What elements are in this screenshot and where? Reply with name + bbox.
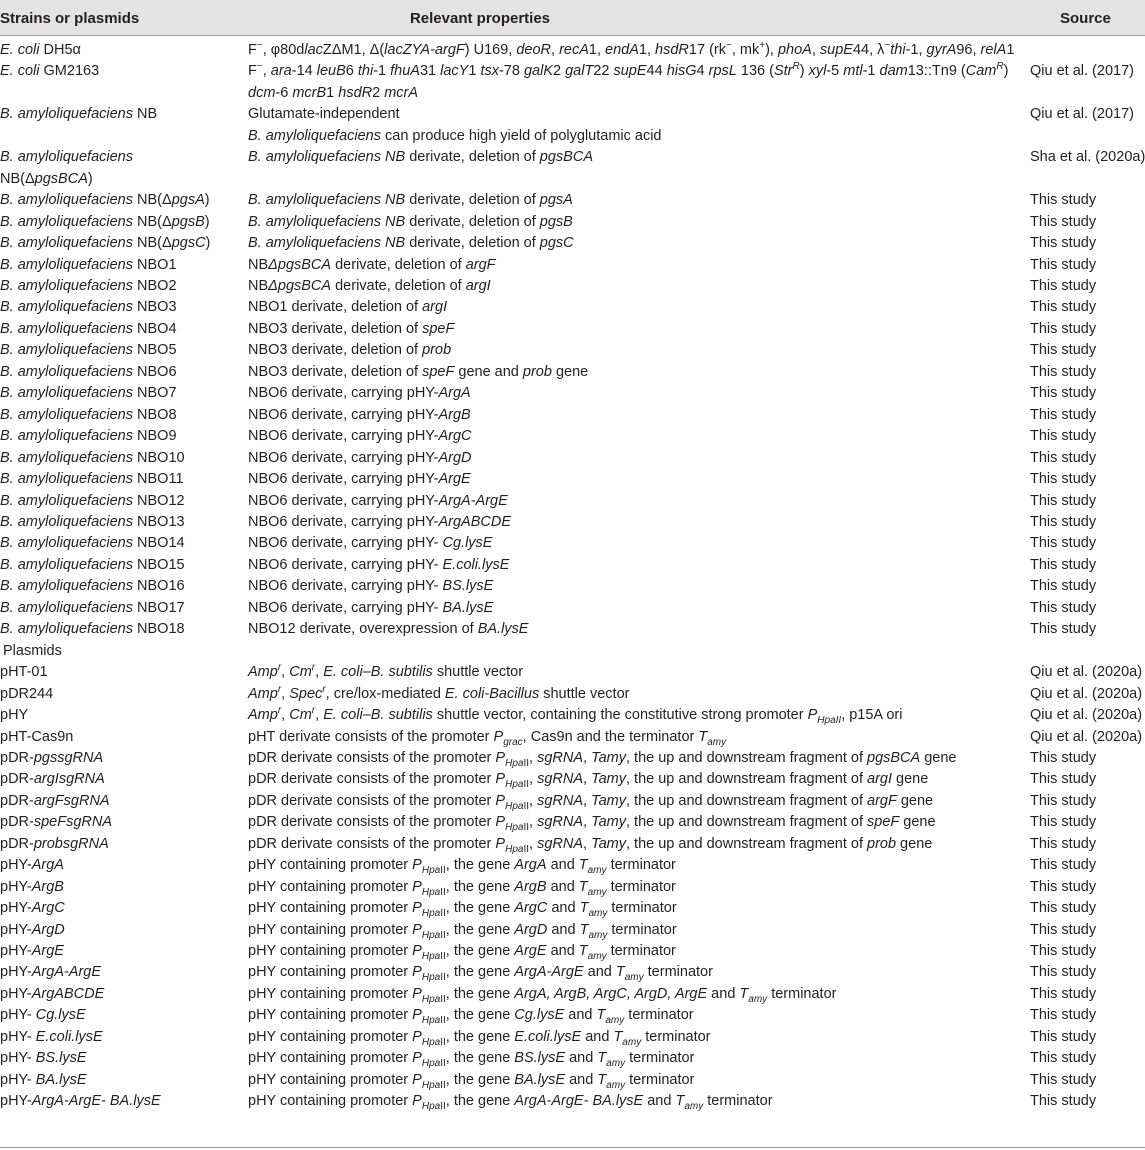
strain-cell: B. amyloliquefaciens NBO16 — [0, 578, 185, 595]
table-row — [0, 662, 1145, 683]
section-heading-row — [0, 641, 1145, 662]
table-row — [0, 1005, 1145, 1026]
table-row — [0, 40, 1145, 61]
strain-cell: pHY-ArgA-ArgE- BA.lysE — [0, 1093, 161, 1110]
source-cell: This study — [1030, 406, 1097, 423]
source-cell: This study — [1030, 921, 1097, 938]
source-cell: This study — [1030, 1071, 1097, 1088]
source-cell: This study — [1030, 814, 1097, 831]
source-cell: This study — [1030, 943, 1097, 960]
properties-cell: NBO3 derivate, deletion of prob — [248, 342, 452, 359]
table-row — [0, 877, 1145, 898]
table-row — [0, 962, 1145, 983]
table-row — [0, 619, 1145, 640]
table-row — [0, 319, 1145, 340]
strain-cell: pHY-ArgB — [0, 878, 64, 895]
table-row — [0, 769, 1145, 790]
table-bottom-rule — [0, 1147, 1145, 1148]
table-row — [0, 855, 1145, 876]
source-cell: Qiu et al. (2017) — [1030, 63, 1134, 80]
strain-cell: pHY-ArgD — [0, 921, 65, 938]
strain-cell: B. amyloliquefaciens NBO4 — [0, 320, 177, 337]
properties-cell: B. amyloliquefaciens NB derivate, deletion of pgsBCA — [248, 149, 593, 166]
properties-cell: Amp$^r$, Cm$^r$, E. coli–B. subtilis shuttle vector, containing the constitutive strong promoter $P_{HpaII}$, p15A ori — [248, 705, 903, 726]
table-row — [0, 104, 1145, 147]
source-cell: This study — [1030, 835, 1097, 852]
header-source: Source — [1060, 10, 1111, 27]
strain-cell: B. amyloliquefaciens NBO11 — [0, 471, 184, 488]
properties-cell: NBO6 derivate, carrying pHY-ArgC — [248, 428, 472, 445]
source-cell: This study — [1030, 299, 1097, 316]
strain-cell: Plasmids — [3, 642, 62, 659]
source-cell: This study — [1030, 277, 1097, 294]
strain-cell: pHY-ArgABCDE — [0, 985, 105, 1002]
properties-cell: pHY containing promoter $P_{HpaII}$, the gene ArgB and $T_{amy}$ terminator — [248, 878, 676, 898]
properties-cell: B. amyloliquefaciens NB derivate, deletion of pgsB — [248, 213, 573, 230]
table-row — [0, 255, 1145, 276]
strain-cell: pDR-probsgRNA — [0, 835, 109, 852]
table-row — [0, 448, 1145, 469]
source-cell: This study — [1030, 900, 1097, 917]
source-cell: This study — [1030, 621, 1097, 638]
strain-cell: B. amyloliquefaciens NB — [0, 106, 158, 123]
table-row — [0, 898, 1145, 919]
source-cell: This study — [1030, 385, 1097, 402]
properties-cell: NBO6 derivate, carrying pHY-ArgA-ArgE — [248, 492, 508, 509]
table-row — [0, 1091, 1145, 1112]
source-cell: This study — [1030, 235, 1097, 252]
source-cell: This study — [1030, 192, 1097, 209]
source-cell: This study — [1030, 985, 1097, 1002]
table-row — [0, 212, 1145, 233]
properties-cell: NBO3 derivate, deletion of speF — [248, 320, 455, 337]
source-cell: This study — [1030, 1007, 1097, 1024]
source-cell: This study — [1030, 428, 1097, 445]
source-cell: This study — [1030, 535, 1097, 552]
strain-cell: B. amyloliquefaciens NBO2 — [0, 277, 177, 294]
table-row — [0, 276, 1145, 297]
strain-cell: pHY- BA.lysE — [0, 1071, 87, 1088]
source-cell: This study — [1030, 578, 1097, 595]
properties-cell: pHT derivate consists of the promoter $P_{grac}$, Cas9n and the terminator $T_{amy}$ — [248, 728, 727, 748]
strain-cell: B. amyloliquefaciens NBO9 — [0, 428, 177, 445]
table-row — [0, 812, 1145, 833]
table-header — [0, 0, 1145, 36]
strain-cell: E. coli DH5α — [0, 42, 81, 58]
properties-cell: Amp$^r$, Cm$^r$, E. coli–B. subtilis shuttle vector — [248, 662, 524, 681]
strain-cell: B. amyloliquefaciens NBO15 — [0, 556, 185, 573]
properties-cell: pDR derivate consists of the promoter $P_{HpaII}$, sgRNA, Tamy, the up and downstream fragment of speF gene — [248, 814, 936, 834]
strain-cell: pHY-ArgA-ArgE — [0, 964, 102, 981]
strain-cell: B. amyloliquefaciens NBO13 — [0, 513, 185, 530]
table-row — [0, 705, 1145, 726]
strain-cell: B. amyloliquefaciens NBO6 — [0, 363, 177, 380]
properties-cell: pHY containing promoter $P_{HpaII}$, the gene ArgA-ArgE- BA.lysE and $T_{amy}$ terminator — [248, 1093, 773, 1113]
properties-cell: pDR derivate consists of the promoter $P_{HpaII}$, sgRNA, Tamy, the up and downstream fragment of argF gene — [248, 792, 934, 812]
source-cell: This study — [1030, 857, 1097, 874]
table-row — [0, 340, 1145, 361]
source-cell: This study — [1030, 1028, 1097, 1045]
source-cell: This study — [1030, 256, 1097, 273]
properties-cell: Amp$^r$, Spec$^r$, cre/lox-mediated E. coli-Bacillus shuttle vector — [248, 683, 630, 702]
table-row — [0, 61, 1145, 104]
table-row — [0, 920, 1145, 941]
source-cell: This study — [1030, 213, 1097, 230]
table-row — [0, 984, 1145, 1005]
table-row — [0, 533, 1145, 554]
strain-cell: pHT-01 — [0, 664, 48, 681]
strain-cell: pDR-pgssgRNA — [0, 749, 104, 766]
table-row — [0, 405, 1145, 426]
strain-cell: pDR-argFsgRNA — [0, 792, 110, 809]
strain-cell: B. amyloliquefaciens NBO5 — [0, 342, 177, 359]
strain-cell: pDR244 — [0, 685, 54, 702]
table-row — [0, 791, 1145, 812]
properties-cell: pHY containing promoter $P_{HpaII}$, the gene ArgA-ArgE and $T_{amy}$ terminator — [248, 964, 713, 984]
properties-cell: pHY containing promoter $P_{HpaII}$, the gene ArgA, ArgB, ArgC, ArgD, ArgE and $T_{amy}$ terminator — [248, 985, 837, 1005]
source-cell: This study — [1030, 1050, 1097, 1067]
source-cell: Qiu et al. (2020a) — [1030, 728, 1143, 745]
strain-cell: pDR-speFsgRNA — [0, 814, 113, 831]
strain-cell: B. amyloliquefaciens NB(ΔpgsBCA) — [0, 149, 133, 187]
properties-cell: pHY containing promoter $P_{HpaII}$, the gene ArgA and $T_{amy}$ terminator — [248, 857, 676, 877]
properties-cell: F−, ara-14 leuB6 thi-1 fhuA31 lacY1 tsx-78 galK2 galT22 supE44 hisG4 rpsL 136 (Str$^R$) xyl-5 mtl-1 dam13::Tn9 (Cam$^R$) dcm-6 mcrB1 hsdR2 mcrA — [248, 61, 1009, 101]
strain-cell: pHY- BS.lysE — [0, 1050, 87, 1067]
properties-cell: pDR derivate consists of the promoter $P_{HpaII}$, sgRNA, Tamy, the up and downstream fragment of pgsBCA gene — [248, 749, 957, 769]
header-properties: Relevant properties — [409, 10, 551, 27]
table-row — [0, 233, 1145, 254]
table-row — [0, 684, 1145, 705]
properties-cell: NBΔpgsBCA derivate, deletion of argF — [248, 256, 496, 273]
table-row — [0, 727, 1145, 748]
source-cell: This study — [1030, 792, 1097, 809]
properties-cell: NBΔpgsBCA derivate, deletion of argI — [248, 277, 491, 294]
source-cell: This study — [1030, 771, 1097, 788]
strain-cell: B. amyloliquefaciens NB(ΔpgsA) — [0, 192, 210, 209]
table-row — [0, 383, 1145, 404]
properties-cell: pHY containing promoter $P_{HpaII}$, the gene BA.lysE and $T_{amy}$ terminator — [248, 1071, 695, 1091]
strain-cell: B. amyloliquefaciens NBO12 — [0, 492, 185, 509]
properties-cell: pHY containing promoter $P_{HpaII}$, the gene Cg.lysE and $T_{amy}$ terminator — [248, 1007, 694, 1027]
source-cell: This study — [1030, 599, 1097, 616]
strain-cell: pHY — [0, 707, 29, 724]
properties-cell: pHY containing promoter $P_{HpaII}$, the gene BS.lysE and $T_{amy}$ terminator — [248, 1050, 695, 1070]
table-row — [0, 469, 1145, 490]
source-cell: Qiu et al. (2020a) — [1030, 707, 1143, 724]
table-body — [0, 36, 1145, 1113]
properties-cell: NBO6 derivate, carrying pHY- BS.lysE — [248, 578, 494, 595]
strain-cell: B. amyloliquefaciens NBO14 — [0, 535, 185, 552]
table-row — [0, 598, 1145, 619]
source-cell: This study — [1030, 492, 1097, 509]
table-row — [0, 941, 1145, 962]
properties-cell: NBO6 derivate, carrying pHY- BA.lysE — [248, 599, 494, 616]
source-cell: This study — [1030, 964, 1097, 981]
header-strains: Strains or plasmids — [0, 10, 140, 27]
properties-cell: NBO6 derivate, carrying pHY-ArgABCDE — [248, 513, 511, 530]
strain-cell: E. coli GM2163 — [0, 63, 100, 80]
source-cell: This study — [1030, 320, 1097, 337]
table-row — [0, 576, 1145, 597]
strain-cell: pHY-ArgE — [0, 943, 64, 960]
strain-cell: pHY- Cg.lysE — [0, 1007, 86, 1024]
table-row — [0, 491, 1145, 512]
strain-cell: B. amyloliquefaciens NBO8 — [0, 406, 177, 423]
strain-cell: B. amyloliquefaciens NBO10 — [0, 449, 185, 466]
properties-cell: B. amyloliquefaciens NB derivate, deletion of pgsA — [248, 192, 573, 209]
source-cell: Sha et al. (2020a) — [1030, 149, 1145, 166]
properties-cell: pDR derivate consists of the promoter $P_{HpaII}$, sgRNA, Tamy, the up and downstream fragment of prob gene — [248, 835, 933, 855]
properties-cell: pHY containing promoter $P_{HpaII}$, the gene ArgC and $T_{amy}$ terminator — [248, 900, 677, 920]
properties-cell: NBO6 derivate, carrying pHY-ArgD — [248, 449, 472, 466]
properties-cell: pHY containing promoter $P_{HpaII}$, the gene ArgE and $T_{amy}$ terminator — [248, 943, 676, 962]
properties-cell: Glutamate-independent B. amyloliquefaciens can produce high yield of polyglutamic acid — [248, 106, 662, 144]
strain-cell: pHT-Cas9n — [0, 728, 74, 745]
strain-cell: B. amyloliquefaciens NBO17 — [0, 599, 185, 616]
source-cell: This study — [1030, 471, 1097, 488]
source-cell: This study — [1030, 878, 1097, 895]
strain-cell: B. amyloliquefaciens NBO18 — [0, 621, 185, 638]
properties-cell: B. amyloliquefaciens NB derivate, deletion of pgsC — [248, 235, 574, 252]
source-cell: This study — [1030, 749, 1097, 766]
source-cell: This study — [1030, 363, 1097, 380]
source-cell: Qiu et al. (2020a) — [1030, 664, 1143, 681]
strain-cell: pHY- E.coli.lysE — [0, 1028, 103, 1045]
table-row — [0, 190, 1145, 211]
table-row — [0, 748, 1145, 769]
source-cell: This study — [1030, 513, 1097, 530]
properties-cell: NBO6 derivate, carrying pHY-ArgB — [248, 406, 471, 423]
source-cell: This study — [1030, 449, 1097, 466]
strain-cell: B. amyloliquefaciens NBO1 — [0, 256, 177, 273]
properties-cell: pDR derivate consists of the promoter $P_{HpaII}$, sgRNA, Tamy, the up and downstream fragment of argI gene — [248, 771, 929, 791]
properties-cell: F−, φ80dlacZΔM1, Δ(lacZYA-argF) U169, deoR, recA1, endA1, hsdR17 (rk−, mk+), phoA, supE44, λ−thi-1, gyrA96, relA1 — [248, 40, 1015, 58]
strain-cell: B. amyloliquefaciens NBO3 — [0, 299, 177, 316]
strain-cell: pHY-ArgC — [0, 900, 65, 917]
table-row — [0, 1070, 1145, 1091]
table-row — [0, 512, 1145, 533]
source-cell: This study — [1030, 1093, 1097, 1110]
properties-cell: NBO6 derivate, carrying pHY-ArgE — [248, 471, 471, 488]
source-cell: This study — [1030, 342, 1097, 359]
properties-cell: NBO6 derivate, carrying pHY- Cg.lysE — [248, 535, 493, 552]
source-cell: Qiu et al. (2017) — [1030, 106, 1134, 123]
strain-cell: B. amyloliquefaciens NB(ΔpgsB) — [0, 213, 210, 230]
properties-cell: NBO6 derivate, carrying pHY-ArgA — [248, 385, 471, 402]
properties-cell: NBO3 derivate, deletion of speF gene and prob gene — [248, 363, 589, 380]
strain-cell: pHY-ArgA — [0, 857, 64, 874]
source-cell: Qiu et al. (2020a) — [1030, 685, 1143, 702]
table-row — [0, 147, 1145, 190]
properties-cell: pHY containing promoter $P_{HpaII}$, the gene E.coli.lysE and $T_{amy}$ terminator — [248, 1028, 711, 1048]
table-row — [0, 1048, 1145, 1069]
table-row — [0, 834, 1145, 855]
table-row — [0, 555, 1145, 576]
properties-cell: NBO1 derivate, deletion of argI — [248, 299, 448, 316]
properties-cell: pHY containing promoter $P_{HpaII}$, the gene ArgD and $T_{amy}$ terminator — [248, 921, 677, 941]
strain-cell: pDR-argIsgRNA — [0, 771, 105, 788]
properties-cell: NBO12 derivate, overexpression of BA.lysE — [248, 621, 529, 638]
strain-cell: B. amyloliquefaciens NBO7 — [0, 385, 177, 402]
properties-cell: NBO6 derivate, carrying pHY- E.coli.lysE — [248, 556, 510, 573]
table-row — [0, 426, 1145, 447]
table-row — [0, 297, 1145, 318]
table-row — [0, 1027, 1145, 1048]
source-cell: This study — [1030, 556, 1097, 573]
strain-cell: B. amyloliquefaciens NB(ΔpgsC) — [0, 235, 211, 252]
table-row — [0, 362, 1145, 383]
